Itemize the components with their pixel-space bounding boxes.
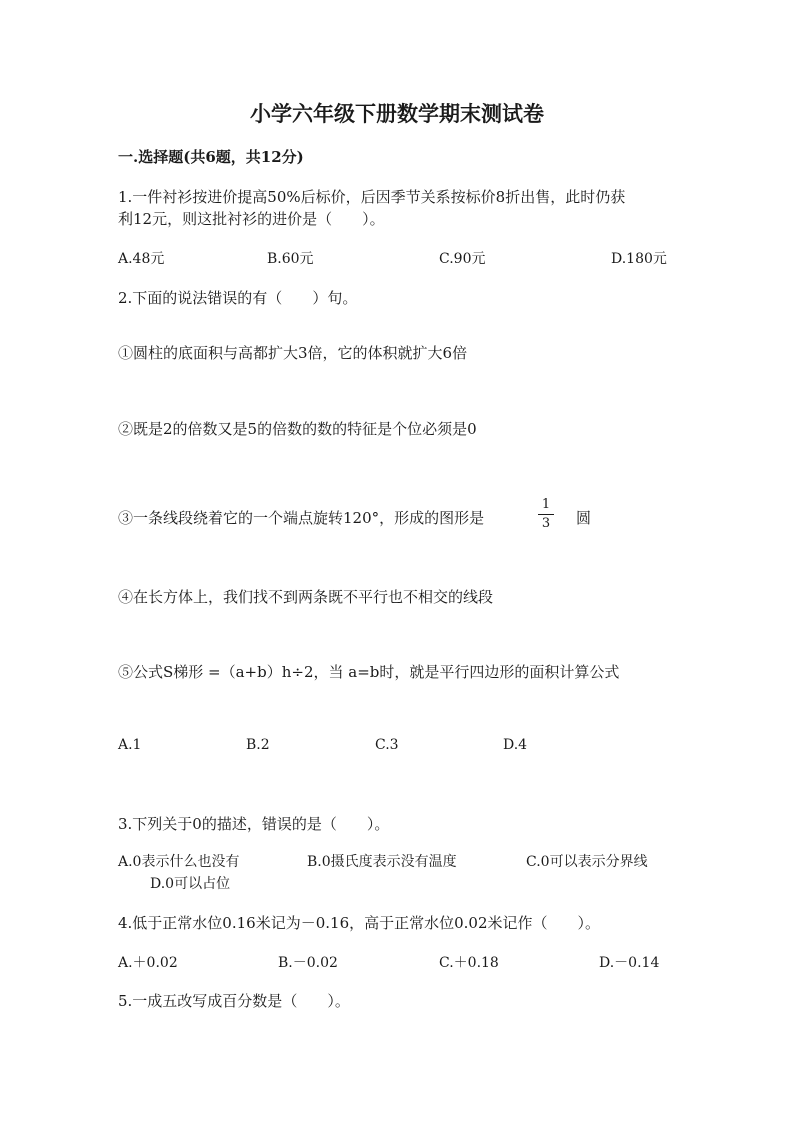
question-1-option-d[interactable]: D.180元 <box>611 251 667 267</box>
question-1-line-1: 1.一件衬衫按进价提高50%后标价，后因季节关系按标价8折出售，此时仍获 <box>118 188 626 206</box>
fraction-denominator: 3 <box>541 516 551 531</box>
question-1-option-a[interactable]: A.48元 <box>118 251 165 267</box>
question-2-statement-4: ④在长方体上，我们找不到两条既不平行也不相交的线段 <box>118 588 494 606</box>
question-2-stem: 2.下面的说法错误的有（ ）句。 <box>118 289 358 307</box>
question-1-line-2: 利12元，则这批衬衫的进价是（ ）。 <box>118 210 385 228</box>
question-3-stem: 3.下列关于0的描述，错误的是（ ）。 <box>118 815 390 833</box>
question-3-option-c[interactable]: C.0可以表示分界线 <box>526 854 648 870</box>
question-1-option-c[interactable]: C.90元 <box>439 251 486 267</box>
question-1-option-b[interactable]: B.60元 <box>267 251 314 267</box>
question-2-option-a[interactable]: A.1 <box>118 737 142 753</box>
question-2-statement-1: ①圆柱的底面积与高都扩大3倍，它的体积就扩大6倍 <box>118 344 468 362</box>
question-4-option-a[interactable]: A.＋0.02 <box>118 955 178 971</box>
question-2-statement-3: ③一条线段绕着它的一个端点旋转120°，形成的图形是 <box>118 509 485 527</box>
question-2-option-c[interactable]: C.3 <box>375 737 399 753</box>
page-title: 小学六年级下册数学期末测试卷 <box>250 101 544 126</box>
question-4-option-d[interactable]: D.－0.14 <box>599 955 660 971</box>
question-3-option-b[interactable]: B.0摄氏度表示没有温度 <box>307 854 457 870</box>
question-3-option-a[interactable]: A.0表示什么也没有 <box>118 854 240 870</box>
question-2-statement-3-suffix: 圆 <box>576 509 592 527</box>
question-2-statement-5: ⑤公式S梯形 =（a+b）h÷2，当 a=b时，就是平行四边形的面积计算公式 <box>118 663 620 681</box>
question-2-option-d[interactable]: D.4 <box>503 737 528 753</box>
fraction-numerator: 1 <box>541 497 551 512</box>
question-5-stem: 5.一成五改写成百分数是（ ）。 <box>118 992 350 1010</box>
question-2-statement-2: ②既是2的倍数又是5的倍数的数的特征是个位必须是0 <box>118 420 477 438</box>
fraction-one-third <box>538 498 554 531</box>
section-heading: 一.选择题(共6题，共12分) <box>118 148 304 166</box>
question-4-stem: 4.低于正常水位0.16米记为－0.16，高于正常水位0.02米记作（ ）。 <box>118 914 601 932</box>
question-4-option-b[interactable]: B.－0.02 <box>278 955 338 971</box>
question-3-option-d[interactable]: D.0可以占位 <box>150 876 231 892</box>
question-4-option-c[interactable]: C.＋0.18 <box>439 955 499 971</box>
question-2-option-b[interactable]: B.2 <box>246 737 270 753</box>
fraction-bar <box>538 514 554 515</box>
